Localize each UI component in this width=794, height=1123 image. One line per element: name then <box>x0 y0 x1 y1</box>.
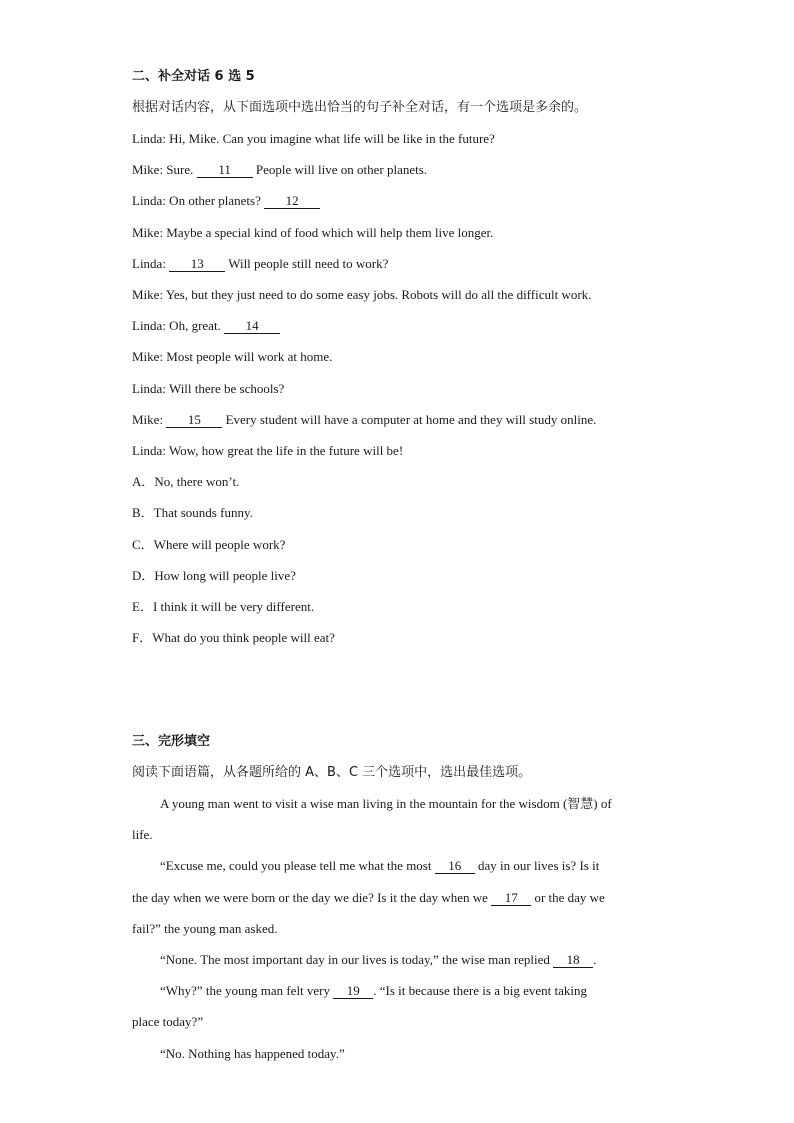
line-text: Mike: Maybe a special kind of food which will help them live longer. <box>132 224 494 240</box>
answer-blank: 19 <box>333 984 373 999</box>
line-text: Linda: On other planets? <box>132 193 265 209</box>
line-text: A young man went to visit a wise man living in the mountain for the wisdom (智慧) of <box>160 796 612 811</box>
passage-line <box>132 827 153 843</box>
line-text: . “Is it because there is a big event taking <box>373 983 587 999</box>
passage-line <box>160 796 612 812</box>
dialogue-line <box>132 381 284 397</box>
passage-line <box>160 1046 345 1062</box>
option-item <box>132 599 314 615</box>
line-text: Will people still need to work? <box>225 255 389 271</box>
line-text: “Excuse me, could you please tell me what the most <box>160 858 435 874</box>
section-title <box>132 69 255 85</box>
passage-line <box>132 1014 203 1030</box>
line-text: Linda: Hi, Mike. Can you imagine what life will be like in the future? <box>132 131 495 146</box>
line-text: Linda: Will there be schools? <box>132 380 285 396</box>
line-text: fail?” the young man asked. <box>132 920 278 936</box>
passage-line <box>160 952 596 968</box>
answer-blank: 17 <box>491 891 531 906</box>
line-text: Linda: Oh, great. <box>132 318 225 334</box>
option-text: F．What do you think people will eat? <box>132 630 335 646</box>
answer-blank: 14 <box>224 319 280 334</box>
dialogue-line <box>132 287 591 303</box>
option-item <box>132 537 285 553</box>
line-text: Mike: <box>132 411 167 427</box>
line-text: or the day we <box>531 889 605 905</box>
dialogue-line <box>132 412 596 428</box>
line-text: place today?” <box>132 1014 204 1030</box>
line-text: day in our lives is? Is it <box>474 858 600 874</box>
dialogue-line <box>132 318 280 334</box>
dialogue-line <box>132 131 495 147</box>
option-text: D．How long will people live? <box>132 567 296 583</box>
passage-line <box>132 921 277 937</box>
option-item <box>132 568 296 584</box>
line-text: Mike: Yes, but they just need to do some easy jobs. Robots will do all the difficult work. <box>132 287 592 302</box>
dialogue-line <box>132 162 427 178</box>
answer-blank: 18 <box>553 953 593 968</box>
answer-blank: 13 <box>169 257 225 272</box>
line-text: . <box>593 952 597 967</box>
line-text: People will live on other planets. <box>252 162 428 178</box>
instruction-text: 阅读下面语篇，从各题所给的 A、B、C 三个选项中，选出最佳选项。 <box>132 765 532 780</box>
option-item <box>132 630 335 646</box>
option-item <box>132 474 239 490</box>
line-text: Linda: <box>132 255 170 271</box>
line-text: life. <box>132 827 153 843</box>
dialogue-line <box>132 443 403 459</box>
line-text: Mike: Sure. <box>132 162 197 178</box>
passage-line <box>160 983 587 999</box>
answer-blank: 12 <box>264 194 320 209</box>
section-title-text: 二、补全对话 6 选 5 <box>132 69 255 84</box>
answer-blank: 11 <box>197 163 253 178</box>
line-text: “Why?” the young man felt very <box>160 983 334 999</box>
option-text: A．No, there won’t. <box>132 474 240 490</box>
line-text: Linda: Wow, how great the life in the future will be! <box>132 443 404 458</box>
section-instruction <box>132 765 531 781</box>
dialogue-line <box>132 256 388 272</box>
section-title <box>132 734 210 750</box>
answer-blank: 16 <box>435 859 475 874</box>
dialogue-line <box>132 349 332 365</box>
line-text: Every student will have a computer at home and they will study online. <box>222 411 597 427</box>
passage-line <box>132 890 605 906</box>
section-title-text: 三、完形填空 <box>132 734 211 749</box>
line-text: Mike: Most people will work at home. <box>132 349 333 365</box>
answer-blank: 15 <box>166 413 222 428</box>
dialogue-line <box>132 225 493 241</box>
instruction-text: 根据对话内容，从下面选项中选出恰当的句子补全对话，有一个选项是多余的。 <box>132 100 588 115</box>
line-text: “None. The most important day in our lives is today,” the wise man replied <box>160 952 554 967</box>
dialogue-line <box>132 193 320 209</box>
option-text: E．I think it will be very different. <box>132 599 315 614</box>
option-text: B．That sounds funny. <box>132 505 253 521</box>
option-text: C．Where will people work? <box>132 536 286 552</box>
section-instruction <box>132 100 587 116</box>
option-item <box>132 505 253 521</box>
line-text: the day when we were born or the day we die? Is it the day when we <box>132 889 492 905</box>
line-text: “No. Nothing has happened today.” <box>160 1045 345 1061</box>
passage-line <box>160 858 599 874</box>
